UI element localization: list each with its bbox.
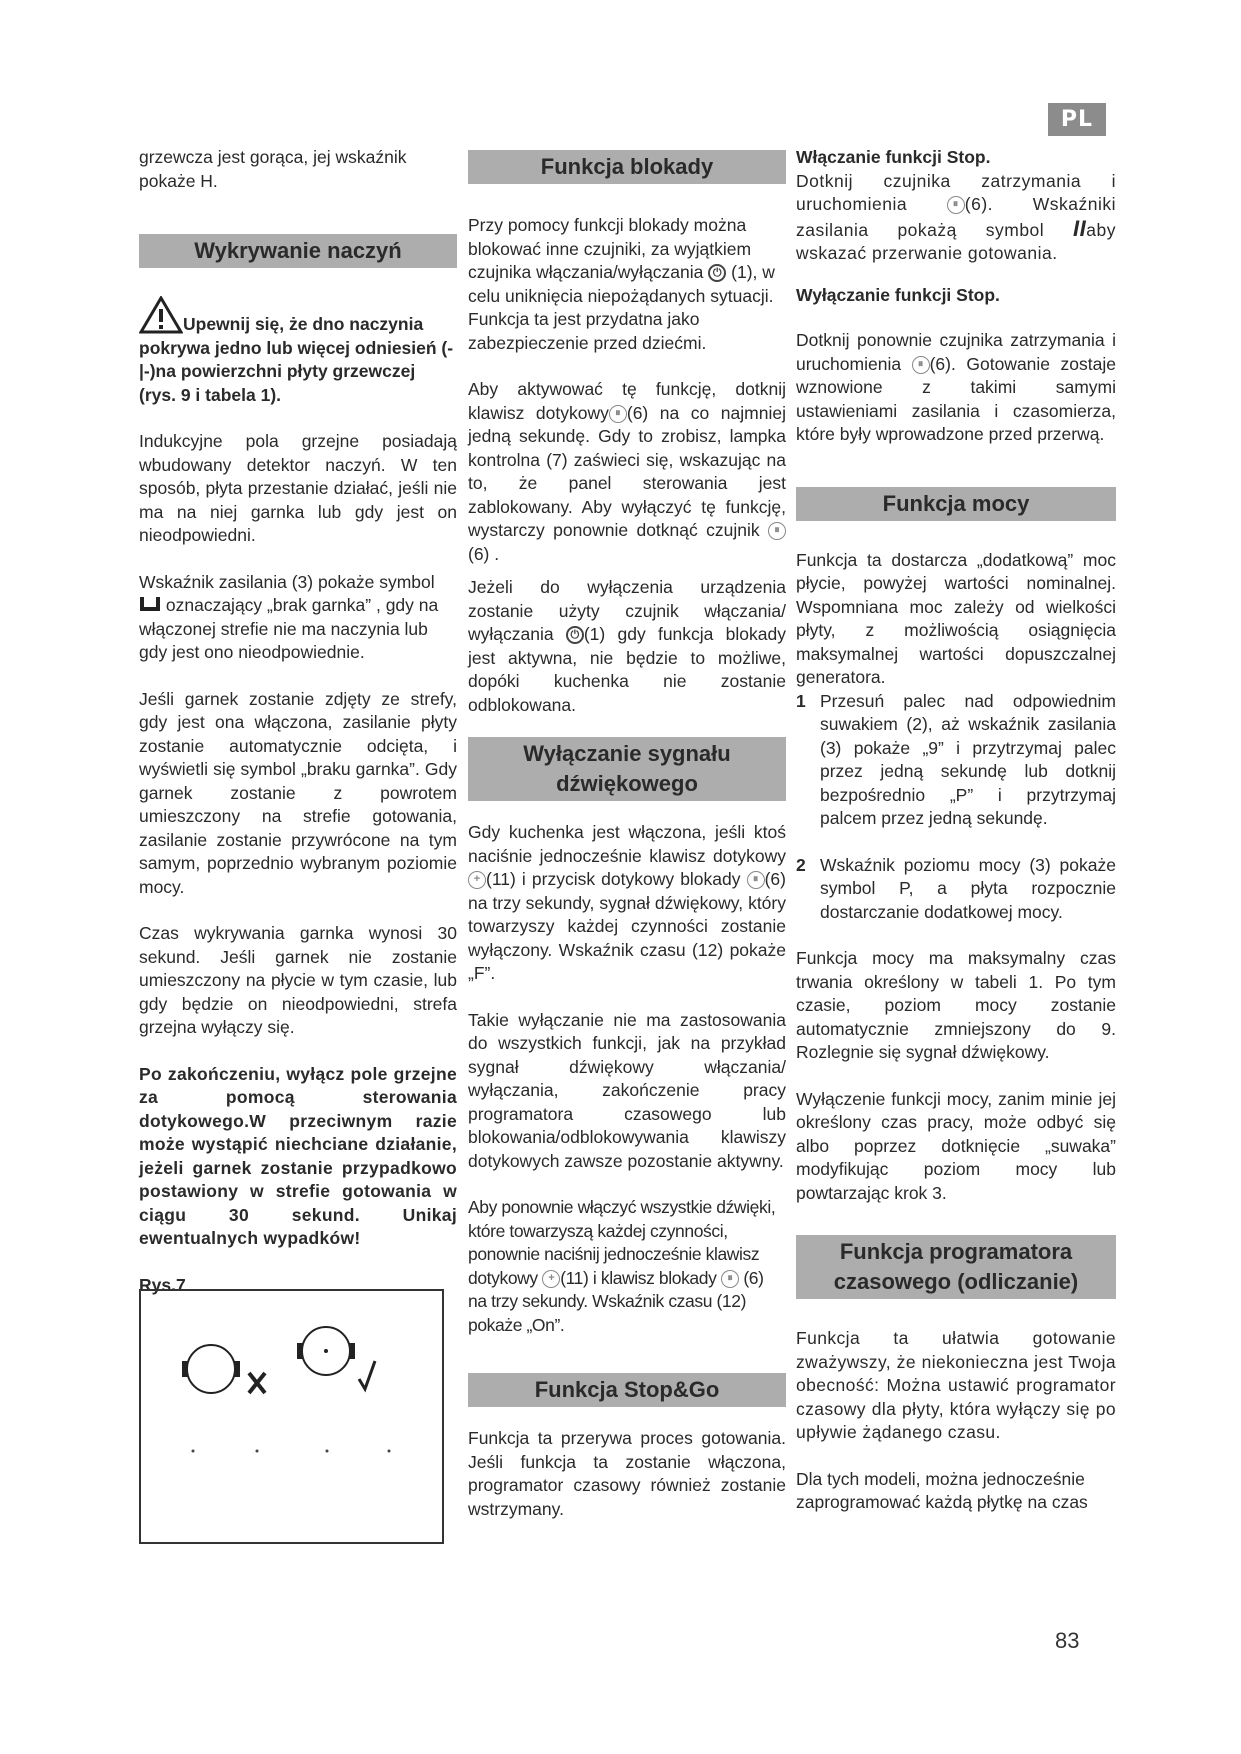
stop-symbol-icon: II xyxy=(1073,215,1087,241)
paragraph-timer-intro: Funkcja ta ułatwia gotowanie zważywszy, że niekonieczna jest Twoja obecność: Można ustawić programator czasowy dla płyty, która wyłączy się po upływie żądanego czasu. xyxy=(796,1328,1116,1442)
paragraph-detection-time: Czas wykrywania garnka wynosi 30 sekund. Jeśli garnek nie zostanie umieszczony na płycie w tym czasie, lub gdy będzie on nieodpowiedni, strefa grzejna wyłączy się. xyxy=(139,923,457,1037)
paragraph-stop-go: Funkcja ta przerywa proces gotowania. Jeśli funkcja ta zostanie włączona, programator czasowy również zostanie wstrzymany. xyxy=(468,1428,786,1519)
plus-key-icon: + xyxy=(468,871,486,889)
paragraph-safety-warning: Po zakończeniu, wyłącz pole grzejne za pomocą sterowania dotykowego.W przeciwnym razie może wystąpić niechciane działanie, jeżeli garnek zostanie przypadkowo postawiony w strefie gotowania w ciągu 30 sekund. Unikaj ewentualnych wypadków! xyxy=(139,1063,457,1248)
warning-text-a: Upewnij się, że dno naczynia pokrywa jedno lub więcej odniesień ( xyxy=(139,314,448,358)
paragraph-power-duration: Funkcja mocy ma maksymalny czas trwania określony w tabeli 1. Po tym czasie, poziom mocy zostanie automatycznie zmniejszony do 9. Rozlegnie się sygnał dźwiękowy. xyxy=(796,948,1116,1062)
lock-off-b: (1) gdy funkcja blokady jest aktywna, nie będzie to możliwe, dopóki kuchenka nie zostanie odblokowana. xyxy=(468,624,786,715)
paragraph-detector: Indukcyjne pola grzejne posiadają wbudowany detektor naczyń. W ten sposób, płyta przestanie działać, jeśli nie ma na niej garnka lub gdy jest on nieodpowiedni. xyxy=(139,431,457,545)
lock-key-icon: ⏸ xyxy=(609,405,627,423)
figure-pot-diagram xyxy=(141,1291,442,1542)
page-number: 83 xyxy=(1055,1628,1080,1653)
paragraph-sound-exceptions: Takie wyłączanie nie ma zastosowania do wszystkich funkcji, jak na przykład sygnał dźwiękowy włączania/ wyłączania, zakończenie pracy programatora czasowego lub blokowania/odblokowywania klawiszy dotykowych zawsze pozostanie aktywny. xyxy=(468,1009,786,1171)
step-number: 1 xyxy=(796,690,806,711)
paragraph-no-pot xyxy=(139,571,457,665)
stop-on-c: aby wskazać przerwanie gotowania. xyxy=(796,219,1116,263)
warning-text-b: )na powierzchni płyty grzewczej (rys. 9 i tabela 1). xyxy=(139,361,416,405)
lock-activate-b: (6) na co najmniej jedną sekundę. Gdy to zrobisz, lampka kontrolna (7) zaświeci się, wskazując na to, że panel sterowania jest zablokowany. Aby wyłączyć tę funkcję, wystarczy ponownie dotknąć czujnik xyxy=(468,402,786,540)
heading-power-function: Funkcja mocy xyxy=(796,487,1116,521)
lock-activate-a: Aby aktywować tę funkcję, dotknij klawisz dotykowy xyxy=(468,379,786,423)
sound-off-b: (11) i przycisk dotykowy blokady xyxy=(486,869,741,889)
heading-stop-go: Funkcja Stop&Go xyxy=(468,1373,786,1407)
paragraph-power-intro: Funkcja ta dostarcza „dodatkową” moc płycie, powyżej wartości nominalnej. Wspomniana moc zależy od wielkości płyty, z możliwością osiągnięcia maksymalnej wartości dopuszczalnej generatora. xyxy=(796,549,1116,687)
paragraph-sound-on xyxy=(468,1196,786,1337)
reference-mark-icon: -|- xyxy=(139,337,454,381)
paragraph-lock-activate xyxy=(468,378,786,566)
figure-label: Rys.7 xyxy=(139,1274,186,1295)
sound-off-c: (6) na trzy sekundy, sygnał dźwiękowy, który towarzyszy każdej czynności zostanie wyłączony. Wskaźnik czasu (12) pokaże „F”. xyxy=(468,869,786,983)
stop-on-b: (6). Wskaźniki zasilania pokażą symbol xyxy=(796,194,1116,240)
paragraph-timer-models: Dla tych modeli, można jednocześnie zaprogramować każdą płytkę na czas xyxy=(796,1468,1088,1512)
power-steps-list xyxy=(796,690,1116,925)
heading-pot-detection: Wykrywanie naczyń xyxy=(139,234,457,268)
step-number: 2 xyxy=(796,854,806,875)
figure-rys7 xyxy=(139,1289,444,1544)
column-2 xyxy=(468,150,786,1521)
paragraph-power-cancel: Wyłączenie funkcji mocy, zanim minie jej określony czas pracy, może odbyć się albo poprzez dotknięcie „suwaka” modyfikując poziom mocy lub powtarzając krok 3. xyxy=(796,1088,1116,1203)
lock-activate-c: (6) . xyxy=(468,543,500,564)
paragraph-lock-off xyxy=(468,576,786,717)
plus-key-icon-2: + xyxy=(542,1270,560,1288)
paragraph-stop-off xyxy=(796,329,1116,447)
lock-intro-a: Przy pomocy funkcji blokady można blokować inne czujniki, za wyjątkiem czujnika włączania/wyłączania xyxy=(468,215,752,282)
warning-block xyxy=(139,296,457,407)
stop-go-key-icon-2: ⏸ xyxy=(912,356,930,374)
no-pot-symbol-icon xyxy=(139,595,161,613)
power-step-2 xyxy=(796,854,1116,925)
power-button-icon: ⏻ xyxy=(708,264,726,282)
sound-on-a: Aby ponownie włączyć wszystkie dźwięki, które towarzyszą każdej czynności, ponownie naciśnij jednocześnie klawisz dotykowy xyxy=(468,1197,776,1288)
paragraph-no-pot-b: oznaczający „brak garnka” , gdy na włączonej strefie nie ma naczynia lub gdy jest ono nieodpowiednie. xyxy=(139,595,439,662)
paragraph-pot-removed: Jeśli garnek zostanie zdjęty ze strefy, gdy jest ona włączona, zasilanie płyty zostanie automatycznie odcięta, i wyświetli się symbol „braku garnka”. Gdy garnek zostanie z powrotem umieszczony na strefie gotowania, zasilanie zostanie przywrócone na tym samym, poprzednio wybranym poziomie mocy. xyxy=(139,688,457,897)
heading-sound-off: Wyłączanie sygnału dźwiękowego xyxy=(468,737,786,801)
subheading-stop-off: Wyłączanie funkcji Stop. xyxy=(796,284,1000,305)
stop-go-key-icon: ⏸ xyxy=(947,196,965,214)
power-step-1 xyxy=(796,690,1116,831)
language-badge: PL xyxy=(1048,103,1106,136)
step-text: Przesuń palec nad odpowiednim suwakiem (2), aż wskaźnik zasilania (3) pokaże „9” i przytrzymaj palec przez jedną sekundę lub dotknij bezpośrednio „P” i przytrzymaj palcem przez jedną sekundę. xyxy=(820,690,1116,828)
lock-intro-b: (1), w celu uniknięcia niepożądanych sytuacji. Funkcja ta jest przydatna jako zabezpieczenie przed dziećmi. xyxy=(468,262,775,353)
subheading-stop-on: Włączanie funkcji Stop. xyxy=(796,147,991,167)
lock-key-icon-3: ⏸ xyxy=(747,871,765,889)
step-text: Wskaźnik poziomu mocy (3) pokaże symbol P, a płyta rozpocznie dostarczanie dodatkowej mocy. xyxy=(820,854,1116,922)
paragraph-lock-intro xyxy=(468,214,786,355)
column-3 xyxy=(796,146,1116,1515)
column-1 xyxy=(139,146,457,1297)
paragraph-stop-on xyxy=(796,170,1116,266)
lock-key-icon-2: ⏸ xyxy=(768,522,786,540)
stop-on-a: Dotknij czujnika zatrzymania i uruchomienia xyxy=(796,170,1116,214)
sound-on-b: (11) i klawisz blokady xyxy=(560,1267,717,1288)
sound-off-a: Gdy kuchenka jest włączona, jeśli ktoś naciśnie jednocześnie klawisz dotykowy xyxy=(468,822,786,866)
warning-icon xyxy=(139,296,183,334)
stop-off-a: Dotknij ponownie czujnika zatrzymania i uruchomienia xyxy=(796,330,1116,374)
paragraph-sound-off xyxy=(468,821,786,986)
heading-timer-function: Funkcja programatora czasowego (odliczanie) xyxy=(796,1235,1116,1299)
intro-text: grzewcza jest gorąca, jej wskaźnik pokaże H. xyxy=(139,147,407,191)
stop-off-b: (6). Gotowanie zostaje wznowione z takimi samymi ustawieniami zasilania i czasomierza, które były wprowadzone przed przerwą. xyxy=(796,353,1116,444)
lock-off-a: Jeżeli do wyłączenia urządzenia zostanie użyty czujnik włączania/ wyłączania xyxy=(468,577,786,644)
paragraph-no-pot-a: Wskaźnik zasilania (3) pokaże symbol xyxy=(139,571,435,592)
heading-lock-function: Funkcja blokady xyxy=(468,150,786,184)
sound-on-c: (6) na trzy sekundy. Wskaźnik czasu (12) pokaże „On”. xyxy=(468,1267,764,1335)
power-button-icon-2: ⏻ xyxy=(566,626,584,644)
lock-key-icon-4: ⏸ xyxy=(721,1270,739,1288)
